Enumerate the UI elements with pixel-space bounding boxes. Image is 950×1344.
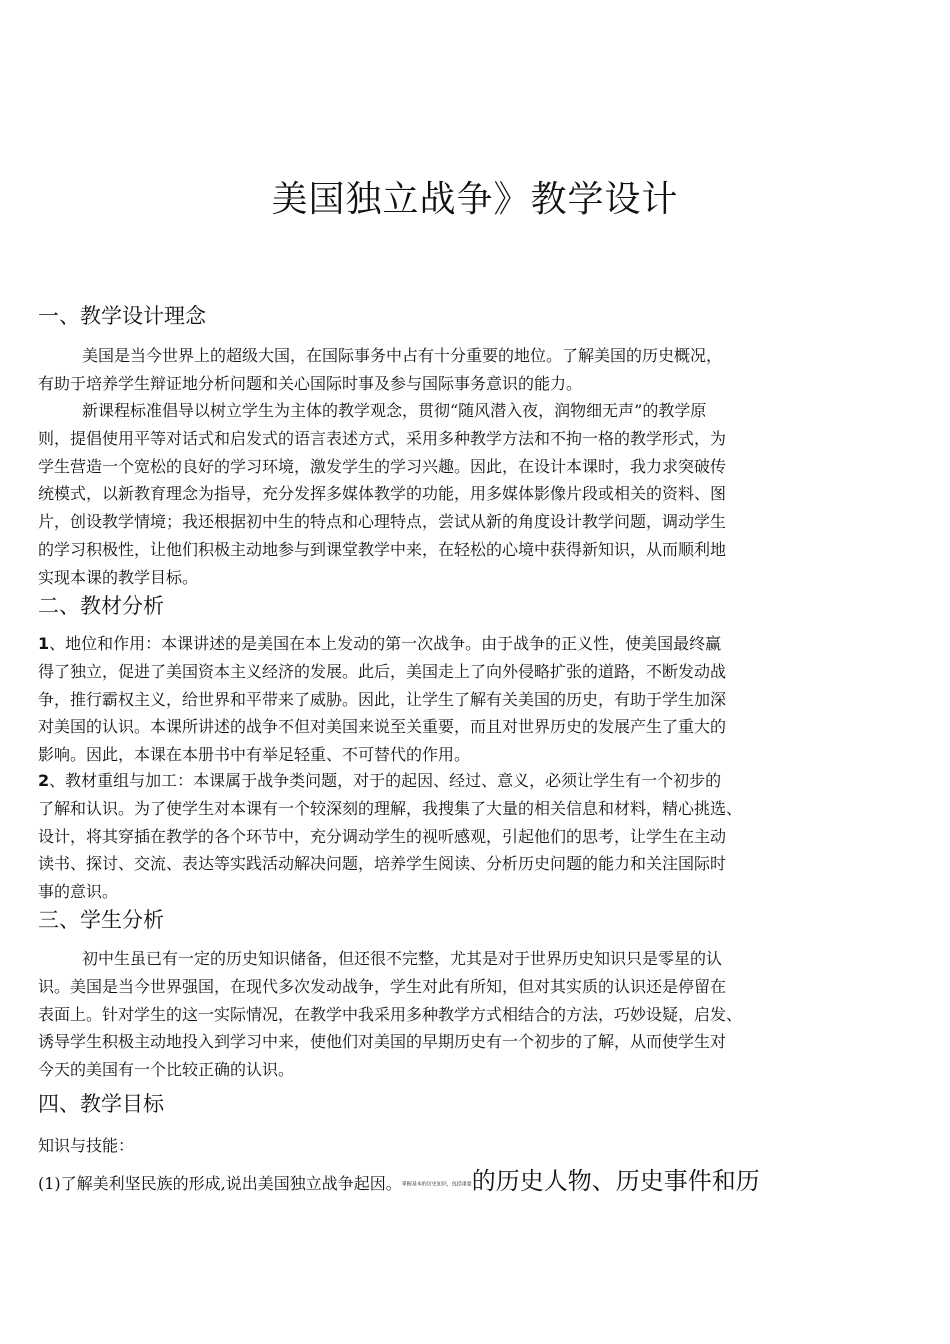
paragraph-philosophy-2: 新课程标准倡导以树立学生为主体的教学观念，贯彻“随风潜入夜，润物细无声”的教学原 则，提倡使用平等对话式和启发式的语言表述方式，采用多种教学方法和不拘一格的教学形式，为 学生营造一个宽松的良好的学习环境，激发学生的学习兴趣。因此，在设计本课时，我力求突破传 统模式，以新教育理念为指导，充分发挥多媒体教学的功能，用多媒体影像片段或相关的资料、图 片，创设教学情境；我还根据初中生的特点和心理特点，尝试从新的角度设计教学问题，调动学生 的学习积极性，让他们积极主动地参与到课堂教学中来，在轻松的心境中获得新知识，从而顺利地 实现本课的教学目标。 <box>38 401 727 587</box>
section-heading-materials: 二、教材分析 <box>38 594 164 618</box>
section-heading-objectives: 四、教学目标 <box>38 1092 164 1116</box>
section-heading-philosophy: 一、教学设计理念 <box>38 304 206 328</box>
paragraph-philosophy-1: 美国是当今世界上的超级大国，在国际事务中占有十分重要的地位。了解美国的历史概况， 有助于培养学生辩证地分析问题和关心国际时事及参与国际事务意识的能力。 <box>38 346 723 393</box>
subheading-knowledge-skills: 知识与技能： <box>38 1136 135 1155</box>
page-title: 美国独立战争》教学设计 <box>271 179 679 220</box>
paragraph-students: 初中生虽已有一定的历史知识储备，但还很不完整，尤其是对于世界历史知识只是零星的认 识。美国是当今世界强国，在现代多次发动战争，学生对此有所知，但对其实质的认识还是停留在 表面上。针对学生的这一实际情况，在教学中我采用多种教学方式相结合的方法，巧妙设疑，启发、 诱导学生积极主动地投入到学习中来，使他们对美国的早期历史有一个初步的了解，从而使学生对 今天的美国有一个比较正确的认识。 <box>38 949 743 1080</box>
paragraph-materials-item-2: 2、教材重组与加工：本课属于战争类问题，对于的起因、经过、意义，必须让学生有一个初步的 了解和认识。为了使学生对本课有一个较深刻的理解，我搜集了大量的相关信息和材料，精心挑选、 设计，将其穿插在教学的各个环节中，充分调动学生的视听感观，引起他们的思考，让学生在主动 读书、探讨、交流、表达等实践活动解决问题，培养学生阅读、分析历史问题的能力和关注国际时 事的意识。 <box>38 771 743 902</box>
item-number: 1 <box>38 634 50 653</box>
item-number: 2 <box>38 771 50 790</box>
large-inline-text: 的历史人物、历史事件和历 <box>471 1167 760 1195</box>
objective-item-1: (1)了解美利坚民族的形成,说出美国独立战争起因。掌握基本的历史知识，包括重要的历史人物、历史事件和历 <box>38 1167 760 1195</box>
small-inline-note: 掌握基本的历史知识，包括重要 <box>401 1181 472 1188</box>
section-heading-students: 三、学生分析 <box>38 908 164 932</box>
paragraph-materials-item-1: 1、地位和作用：本课讲述的是美国在本上发动的第一次战争。由于战争的正义性，使美国最终赢 得了独立，促进了美国资本主义经济的发展。此后，美国走上了向外侵略扩张的道路，不断发动战 争，推行霸权主义，给世界和平带来了威胁。因此，让学生了解有关美国的历史，有助于学生加深 对美国的认识。本课所讲述的战争不但对美国来说至关重要，而且对世界历史的发展产生了重大的 影响。因此，本课在本册书中有举足轻重、不可替代的作用。 <box>38 634 727 765</box>
